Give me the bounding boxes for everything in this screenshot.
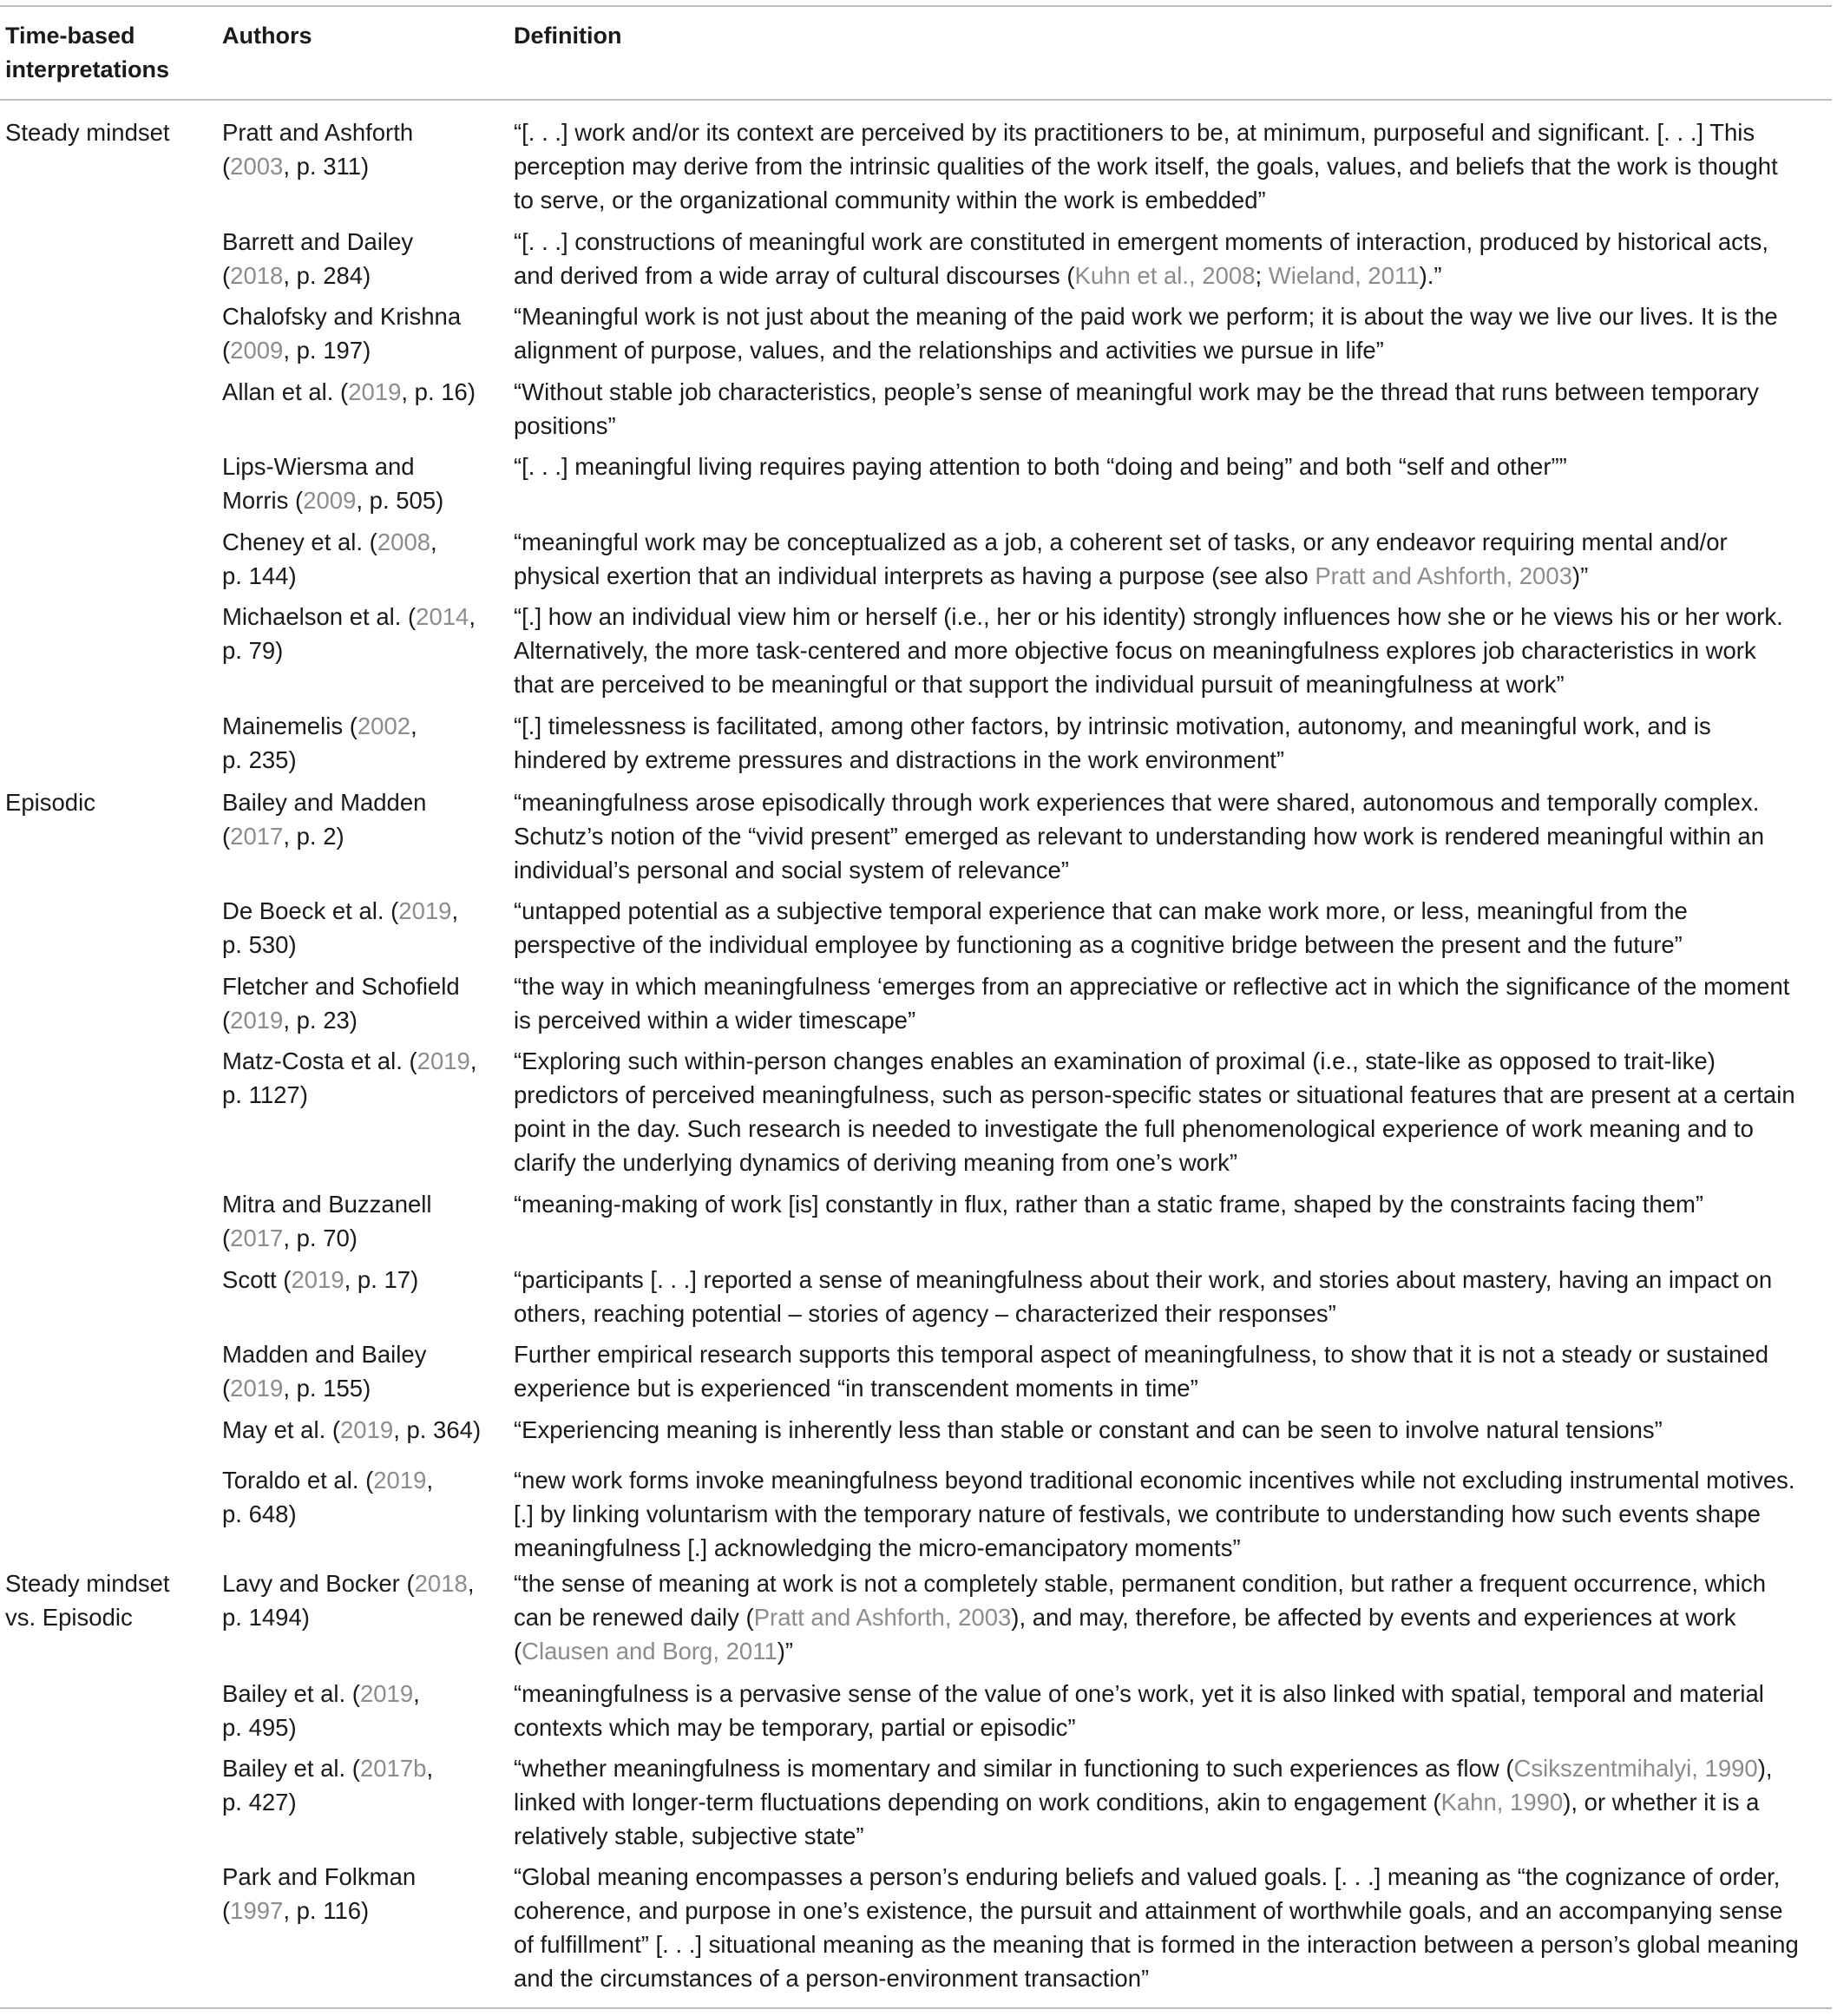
definition-line <box>514 600 1837 634</box>
definition-cell <box>514 1566 1837 1668</box>
author-text: Morris ( <box>222 487 304 514</box>
citation-link: Csikszentmihalyi, 1990 <box>1513 1755 1758 1782</box>
author-text: , <box>469 1047 477 1074</box>
author-line <box>222 785 500 819</box>
definition-text: meaningfulness [.] acknowledging the micro-emancipatory moments” <box>514 1534 1241 1561</box>
author-text: , p. 505) <box>356 487 444 514</box>
definition-cell <box>514 1187 1837 1221</box>
table-bottom-rule <box>0 2007 1832 2009</box>
citation-link: 2019 <box>398 897 452 924</box>
author-cell <box>222 115 500 183</box>
definition-text: “Exploring such within-person changes enables an examination of proximal (i.e., state-like as opposed to trait-like) <box>514 1047 1716 1074</box>
author-text: p. 144) <box>222 562 297 589</box>
author-text: Park and Folkman <box>222 1863 417 1890</box>
author-text: , p. 197) <box>283 337 371 364</box>
author-text: Scott ( <box>222 1266 292 1293</box>
definition-line <box>514 1187 1837 1221</box>
definition-text: ), <box>1757 1755 1773 1782</box>
definition-line <box>514 1297 1837 1330</box>
definition-text: “Global meaning encompasses a person’s enduring beliefs and valued goals. [. . .] meaning as “the cognizance of order, <box>514 1863 1781 1890</box>
definition-line <box>514 785 1837 819</box>
author-line <box>222 1187 500 1221</box>
citation-link: 2009 <box>230 337 284 364</box>
definition-text: “[.] timelessness is facilitated, among other factors, by intrinsic motivation, autonomy, and meaningful work, and is <box>514 712 1711 739</box>
definition-text: clarify the underlying dynamics of deriving meaning from one’s work” <box>514 1149 1238 1176</box>
definition-cell <box>514 1413 1837 1447</box>
definition-cell <box>514 969 1837 1037</box>
author-text: Matz-Costa et al. ( <box>222 1047 417 1074</box>
definition-text: “Experiencing meaning is inherently less than stable or constant and can be seen to involve natural tensions” <box>514 1416 1663 1443</box>
author-text: ( <box>222 262 231 289</box>
definition-line <box>514 1961 1837 1995</box>
author-line <box>222 559 500 593</box>
author-text: Bailey et al. ( <box>222 1755 360 1782</box>
definition-cell <box>514 1463 1837 1565</box>
header-time-based-line1: Time-based <box>5 23 135 49</box>
author-text: , p. 16) <box>401 378 476 405</box>
author-line <box>222 259 500 292</box>
definition-cell <box>514 894 1837 962</box>
citation-link: 2008 <box>377 529 431 555</box>
author-line <box>222 149 500 183</box>
definition-text: “[.] how an individual view him or herself (i.e., her or his identity) strongly influences how she or he views his or her work. <box>514 603 1783 630</box>
definition-text: that are perceived to be meaningful or that support the individual pursuit of meaningfulness at work” <box>514 671 1565 698</box>
citation-link: 2014 <box>416 603 469 630</box>
definition-text: “new work forms invoke meaningfulness beyond traditional economic incentives while not excluding instrumental motives. <box>514 1467 1795 1494</box>
author-text: , <box>413 1680 420 1707</box>
author-text: Mainemelis ( <box>222 712 358 739</box>
definition-text: experience but is experienced “in transcendent moments in time” <box>514 1375 1198 1402</box>
author-text: Toraldo et al. ( <box>222 1467 374 1494</box>
definition-line <box>514 667 1837 701</box>
author-text: p. 1494) <box>222 1604 310 1631</box>
author-text: ( <box>222 1225 231 1251</box>
author-cell <box>222 450 500 517</box>
author-line <box>222 375 500 409</box>
definition-cell <box>514 1860 1837 1995</box>
citation-link: Wieland, 2011 <box>1268 262 1420 289</box>
definition-line <box>514 819 1837 853</box>
author-text: , p. 311) <box>283 153 370 180</box>
definition-line <box>514 1785 1837 1819</box>
definition-line <box>514 1497 1837 1531</box>
author-text: , p. 70) <box>283 1225 358 1251</box>
author-cell <box>222 709 500 777</box>
author-text: , <box>426 1755 434 1782</box>
author-text: , p. 116) <box>283 1897 370 1924</box>
citation-link: 2019 <box>359 1680 414 1707</box>
citation-link: Pratt and Ashforth, 2003 <box>1315 562 1572 589</box>
citation-link: 2017 <box>230 1225 284 1251</box>
author-cell <box>222 1463 500 1531</box>
author-text: p. 1127) <box>222 1081 308 1108</box>
definition-text: relatively stable, subjective state” <box>514 1822 864 1849</box>
definition-line <box>514 1600 1837 1634</box>
definition-line <box>514 1894 1837 1927</box>
definition-text: “[. . .] meaningful living requires paying attention to both “doing and being” and both “self and other”” <box>514 453 1567 480</box>
definition-line <box>514 1463 1837 1497</box>
definition-cell <box>514 1044 1837 1179</box>
author-cell <box>222 785 500 853</box>
definition-line <box>514 559 1837 593</box>
author-line <box>222 1751 500 1785</box>
author-line <box>222 1711 500 1744</box>
author-text: , <box>451 897 459 924</box>
definition-line <box>514 115 1837 149</box>
author-line <box>222 1860 500 1894</box>
author-text: Michaelson et al. ( <box>222 603 417 630</box>
definition-line <box>514 1112 1837 1146</box>
header-rule <box>0 99 1832 101</box>
definition-cell <box>514 709 1837 777</box>
author-cell <box>222 525 500 593</box>
definition-line <box>514 853 1837 887</box>
definition-line <box>514 333 1837 367</box>
author-line <box>222 525 500 559</box>
citation-link: 2018 <box>414 1570 468 1597</box>
definition-line <box>514 1044 1837 1078</box>
definition-line <box>514 1677 1837 1711</box>
definition-cell <box>514 375 1837 443</box>
author-cell <box>222 1413 500 1447</box>
group-label-steady-vs-episodic-line2: vs. Episodic <box>5 1604 133 1631</box>
definition-line <box>514 928 1837 962</box>
definition-text: Schutz’s notion of the “vivid present” emerged as relevant to understanding how work is rendered meaningful within an <box>514 823 1764 850</box>
author-cell <box>222 1860 500 1927</box>
author-cell <box>222 299 500 367</box>
author-cell <box>222 375 500 409</box>
definition-line <box>514 299 1837 333</box>
author-text: Mitra and Buzzanell <box>222 1191 432 1218</box>
author-cell <box>222 1677 500 1744</box>
citation-link: 2019 <box>373 1467 427 1494</box>
author-text: , p. 17) <box>344 1266 419 1293</box>
definition-text: alignment of purpose, values, and the relationships and activities we pursue in life” <box>514 337 1384 364</box>
definition-text: “the way in which meaningfulness ‘emerges from an appreciative or reflective act in which the significance of the moment <box>514 973 1790 1000</box>
author-cell <box>222 1263 500 1297</box>
definition-text: physical exertion that an individual interprets as having a purpose (see also <box>514 562 1315 589</box>
definition-text: individual’s personal and social system of relevance” <box>514 857 1069 883</box>
citation-link: 2003 <box>230 153 284 180</box>
definition-line <box>514 1751 1837 1785</box>
author-text: May et al. ( <box>222 1416 341 1443</box>
citation-link: 2019 <box>230 1007 284 1034</box>
author-text: , <box>469 603 476 630</box>
definition-text: “Meaningful work is not just about the meaning of the paid work we perform; it is about the way we live our lives. It is the <box>514 303 1778 330</box>
definition-text: Further empirical research supports this temporal aspect of meaningfulness, to show that it is not a steady or sustained <box>514 1341 1768 1368</box>
author-line <box>222 1337 500 1371</box>
definition-line <box>514 634 1837 667</box>
citation-link: 2009 <box>303 487 357 514</box>
author-line <box>222 225 500 259</box>
citation-link: Kuhn et al., 2008 <box>1074 262 1256 289</box>
definition-line <box>514 1566 1837 1600</box>
author-text: ( <box>222 153 231 180</box>
definition-text: ; <box>1255 262 1269 289</box>
citation-link: Kahn, 1990 <box>1440 1789 1564 1816</box>
author-line <box>222 333 500 367</box>
citation-link: 2019 <box>291 1266 344 1293</box>
definition-text: “participants [. . .] reported a sense of meaningfulness about their work, and stories about mastery, having an impact on <box>514 1266 1773 1293</box>
definition-line <box>514 709 1837 743</box>
definition-line <box>514 1003 1837 1037</box>
definition-text: can be renewed daily ( <box>514 1604 754 1631</box>
definition-line <box>514 1371 1837 1405</box>
author-line <box>222 1078 500 1112</box>
citation-link: Pratt and Ashforth, 2003 <box>753 1604 1012 1631</box>
definition-text: “meaningful work may be conceptualized as a job, a coherent set of tasks, or any endeavor requiring mental and/or <box>514 529 1728 555</box>
author-text: p. 79) <box>222 637 284 664</box>
definition-text: to serve, or the organizational community within the work is embedded” <box>514 187 1266 213</box>
definition-cell <box>514 785 1837 887</box>
citation-link: 2019 <box>348 378 402 405</box>
definition-line <box>514 1860 1837 1894</box>
definition-line <box>514 969 1837 1003</box>
author-cell <box>222 1337 500 1405</box>
definition-line <box>514 375 1837 409</box>
table-top-rule <box>0 5 1832 7</box>
group-label-steady-mindset: Steady mindset <box>5 119 170 146</box>
author-line <box>222 299 500 333</box>
header-time-based <box>5 19 213 87</box>
definition-text: [.] by linking voluntarism with the temporary nature of festivals, we contribute to understanding how such events shape <box>514 1501 1761 1527</box>
definition-text: “[. . .] constructions of meaningful work are constituted in emergent moments of interaction, produced by historical acts, <box>514 228 1768 255</box>
author-cell <box>222 894 500 962</box>
definition-cell <box>514 1677 1837 1744</box>
author-line <box>222 1371 500 1405</box>
definition-cell <box>514 1337 1837 1405</box>
author-line <box>222 115 500 149</box>
author-line <box>222 1413 500 1447</box>
definition-line <box>514 409 1837 443</box>
definition-text: coherence, and purpose in one’s existence, the pursuit and attainment of worthwhile goals, and an accompanying sense <box>514 1897 1783 1924</box>
definition-text: is perceived within a wider timescape” <box>514 1007 916 1034</box>
author-text: ( <box>222 337 231 364</box>
author-text: p. 235) <box>222 746 297 773</box>
author-text: Pratt and Ashforth <box>222 119 414 146</box>
author-text: , p. 155) <box>283 1375 371 1402</box>
definition-cell <box>514 1751 1837 1853</box>
definition-line <box>514 1927 1837 1961</box>
group-label-steady-vs-episodic-line1: Steady mindset <box>5 1570 170 1597</box>
author-cell <box>222 1044 500 1112</box>
author-cell <box>222 1566 500 1634</box>
author-line <box>222 1677 500 1711</box>
citation-link: 2019 <box>340 1416 394 1443</box>
definition-text: “whether meaningfulness is momentary and similar in functioning to such experiences as flow ( <box>514 1755 1514 1782</box>
author-line <box>222 894 500 928</box>
definition-text: predictors of perceived meaningfulness, such as person-specific states or situational features that are present at a certain <box>514 1081 1795 1108</box>
definition-text: point in the day. Such research is needed to investigate the full phenomenological experience of work meaning and to <box>514 1115 1754 1142</box>
author-line <box>222 483 500 517</box>
definition-text: “untapped potential as a subjective temporal experience that can make work more, or less, meaningful from the <box>514 897 1688 924</box>
citation-link: 1997 <box>230 1897 284 1924</box>
definition-text: “meaningfulness is a pervasive sense of the value of one’s work, yet it is also linked with spatial, temporal and material <box>514 1680 1764 1707</box>
author-text: Lavy and Bocker ( <box>222 1570 415 1597</box>
definition-text: and the circumstances of a person-environment transaction” <box>514 1965 1150 1992</box>
definition-line <box>514 525 1837 559</box>
author-line <box>222 1566 500 1600</box>
citation-link: 2002 <box>357 712 411 739</box>
definition-line <box>514 149 1837 183</box>
author-line <box>222 969 500 1003</box>
definition-text: perception may derive from the intrinsic qualities of the work itself, the goals, values, and beliefs that the work is thought <box>514 153 1778 180</box>
author-cell <box>222 1187 500 1255</box>
definition-text: ).” <box>1419 262 1442 289</box>
definition-line <box>514 1413 1837 1447</box>
author-text: Barrett and Dailey <box>222 228 414 255</box>
author-text: Cheney et al. ( <box>222 529 377 555</box>
definition-text: )” <box>777 1638 794 1665</box>
definition-line <box>514 1263 1837 1297</box>
author-text: , <box>410 712 417 739</box>
definition-text: “meaning-making of work [is] constantly in flux, rather than a static frame, shaped by the constraints facing them” <box>514 1191 1704 1218</box>
citation-link: 2018 <box>230 262 284 289</box>
definition-text: “the sense of meaning at work is not a completely stable, permanent condition, but rather a frequent occurrence, which <box>514 1570 1767 1597</box>
author-text: ( <box>222 1897 231 1924</box>
author-line <box>222 1497 500 1531</box>
definition-text: and derived from a wide array of cultural discourses ( <box>514 262 1075 289</box>
author-text: Madden and Bailey <box>222 1341 427 1368</box>
author-text: p. 495) <box>222 1714 297 1741</box>
author-text: p. 530) <box>222 931 297 958</box>
definition-text: of fulfillment” [. . .] situational meaning as the meaning that is formed in the interaction between a person’s global meaning <box>514 1931 1799 1958</box>
definition-line <box>514 743 1837 777</box>
author-text: , p. 2) <box>283 823 344 850</box>
author-line <box>222 1785 500 1819</box>
header-authors: Authors <box>222 23 312 49</box>
author-text: Fletcher and Schofield <box>222 973 460 1000</box>
definition-text: )” <box>1571 562 1589 589</box>
definition-line <box>514 450 1837 483</box>
definition-text: “Without stable job characteristics, people’s sense of meaningful work may be the thread that runs between temporary <box>514 378 1759 405</box>
definition-line <box>514 183 1837 217</box>
definition-text: hindered by extreme pressures and distractions in the work environment” <box>514 746 1285 773</box>
definition-text: ( <box>514 1638 522 1665</box>
header-time-based-line2: interpretations <box>5 56 170 82</box>
citation-link: 2019 <box>230 1375 284 1402</box>
definition-line <box>514 259 1837 292</box>
author-text: , p. 364) <box>393 1416 482 1443</box>
definition-line <box>514 1531 1837 1565</box>
author-line <box>222 1463 500 1497</box>
definition-text: “[. . .] work and/or its context are perceived by its practitioners to be, at minimum, purposeful and significant. [. . .] This <box>514 119 1755 146</box>
author-line <box>222 709 500 743</box>
definition-line <box>514 894 1837 928</box>
definition-text: perspective of the individual employee by functioning as a cognitive bridge between the present and the future” <box>514 931 1683 958</box>
author-text: p. 648) <box>222 1501 297 1527</box>
author-text: , <box>426 1467 434 1494</box>
definition-line <box>514 1078 1837 1112</box>
citation-link: 2019 <box>417 1047 470 1074</box>
definition-text: “meaningfulness arose episodically through work experiences that were shared, autonomous and temporally complex. <box>514 789 1760 816</box>
author-line <box>222 1600 500 1634</box>
definition-text: ), and may, therefore, be affected by events and experiences at work <box>1011 1604 1736 1631</box>
definition-cell <box>514 600 1837 701</box>
author-line <box>222 1894 500 1927</box>
author-text: Bailey and Madden <box>222 789 427 816</box>
definition-cell <box>514 525 1837 593</box>
definition-text: ), or whether it is a <box>1563 1789 1760 1816</box>
author-text: ( <box>222 1375 231 1402</box>
author-text: , <box>467 1570 475 1597</box>
definition-cell <box>514 450 1837 483</box>
author-line <box>222 1003 500 1037</box>
definition-text: linked with longer-term fluctuations depending on work conditions, akin to engagement ( <box>514 1789 1441 1816</box>
author-text: De Boeck et al. ( <box>222 897 399 924</box>
definition-text: Alternatively, the more task-centered and more objective focus on meaningfulness explores job characteristics in work <box>514 637 1756 664</box>
author-line <box>222 634 500 667</box>
author-text: , <box>430 529 437 555</box>
author-cell <box>222 969 500 1037</box>
definition-cell <box>514 115 1837 217</box>
author-cell <box>222 600 500 667</box>
author-line <box>222 450 500 483</box>
author-cell <box>222 1751 500 1819</box>
author-text: Allan et al. ( <box>222 378 349 405</box>
definition-text: others, reaching potential – stories of agency – characterized their responses” <box>514 1300 1336 1327</box>
definition-line <box>514 1146 1837 1179</box>
definition-text: positions” <box>514 412 616 439</box>
author-text: Lips-Wiersma and <box>222 453 415 480</box>
author-text: ( <box>222 823 231 850</box>
author-line <box>222 600 500 634</box>
citation-link: 2017 <box>230 823 284 850</box>
author-text: , p. 284) <box>283 262 371 289</box>
author-line <box>222 1044 500 1078</box>
author-text: ( <box>222 1007 231 1034</box>
definition-cell <box>514 299 1837 367</box>
definition-line <box>514 1634 1837 1668</box>
definition-cell <box>514 225 1837 292</box>
author-line <box>222 743 500 777</box>
definition-text: contexts which may be temporary, partial or episodic” <box>514 1714 1076 1741</box>
group-label-episodic: Episodic <box>5 789 95 816</box>
citation-link: 2017b <box>359 1755 427 1782</box>
author-text: p. 427) <box>222 1789 297 1816</box>
group-label-steady-vs-episodic <box>5 1566 213 1634</box>
author-text: Chalofsky and Krishna <box>222 303 462 330</box>
definition-line <box>514 1337 1837 1371</box>
author-line <box>222 1263 500 1297</box>
author-line <box>222 1221 500 1255</box>
author-text: Bailey et al. ( <box>222 1680 360 1707</box>
header-definition: Definition <box>514 23 622 49</box>
definition-line <box>514 1711 1837 1744</box>
author-line <box>222 819 500 853</box>
definition-cell <box>514 1263 1837 1330</box>
author-line <box>222 928 500 962</box>
definition-line <box>514 1819 1837 1853</box>
citation-link: Clausen and Borg, 2011 <box>522 1638 777 1665</box>
author-text: , p. 23) <box>283 1007 358 1034</box>
author-cell <box>222 225 500 292</box>
definition-line <box>514 225 1837 259</box>
